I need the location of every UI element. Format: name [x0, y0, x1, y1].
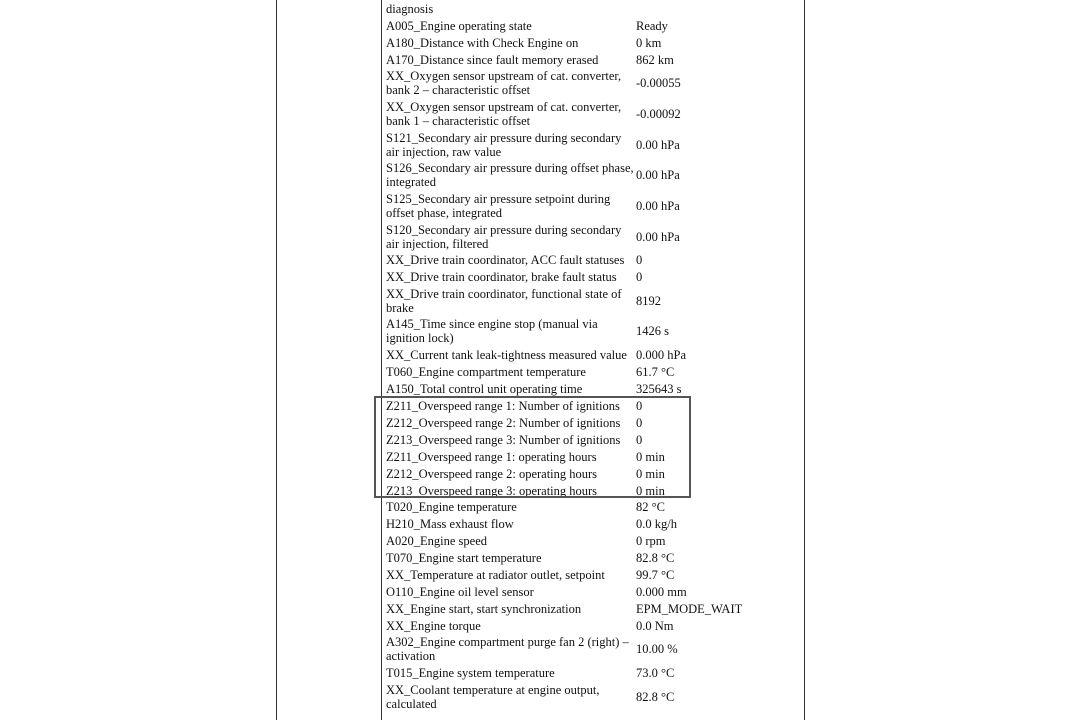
row-value: 0 min [636, 484, 665, 498]
row-value: 862 km [636, 53, 674, 67]
table-border-left [381, 0, 382, 720]
row-value: 73.0 °C [636, 666, 675, 680]
row-label: XX_Drive train coordinator, ACC fault statuses [386, 253, 625, 267]
row-value: 82.8 °C [636, 690, 675, 704]
row-label: XX_Coolant temperature at engine output, calculated [386, 683, 600, 711]
row-value: Ready [636, 19, 668, 33]
row-label: S125_Secondary air pressure setpoint during offset phase, integrated [386, 192, 611, 220]
row-label: XX_Oxygen sensor upstream of cat. converter, bank 2 – characteristic offset [386, 69, 622, 97]
row-value: 0.00 hPa [636, 230, 680, 244]
row-value: 0 rpm [636, 534, 666, 548]
row-value: -0.00092 [636, 107, 681, 121]
row-label: A170_Distance since fault memory erased [386, 53, 599, 67]
row-label: XX_Engine torque [386, 619, 481, 633]
row-value: 0 [636, 416, 643, 430]
row-value: 0 [636, 270, 643, 284]
row-label: XX_Drive train coordinator, functional state of brake [386, 287, 622, 315]
row-label: XX_Temperature at radiator outlet, setpoint [386, 568, 605, 582]
row-value: 0.000 mm [636, 585, 687, 599]
row-label: T015_Engine system temperature [386, 666, 555, 680]
row-label: S120_Secondary air pressure during secondary air injection, filtered [386, 223, 622, 251]
row-label: T060_Engine compartment temperature [386, 365, 586, 379]
row-label: Z211_Overspeed range 1: Number of ignitions [386, 399, 620, 413]
row-label: T070_Engine start temperature [386, 551, 542, 565]
row-label: Z212_Overspeed range 2: Number of ignitions [386, 416, 621, 430]
row-label: S121_Secondary air pressure during secondary air injection, raw value [386, 131, 622, 159]
row-label: Z213_Overspeed range 3: Number of ignitions [386, 433, 621, 447]
row-value: 0.00 hPa [636, 168, 680, 182]
row-value: 0 [636, 253, 643, 267]
row-label: A302_Engine compartment purge fan 2 (right) – activation [386, 635, 629, 663]
row-value: EPM_MODE_WAIT [636, 602, 743, 616]
row-label: XX_Engine start, start synchronization [386, 602, 582, 616]
row-label: Z211_Overspeed range 1: operating hours [386, 450, 597, 464]
row-value: 0 min [636, 450, 665, 464]
page-border-right [804, 0, 805, 720]
row-label: XX_Oxygen sensor upstream of cat. converter, bank 1 – characteristic offset [386, 100, 622, 128]
header-fragment: diagnosis [386, 2, 434, 16]
row-value: 99.7 °C [636, 568, 675, 582]
row-label: Z212_Overspeed range 2: operating hours [386, 467, 598, 481]
row-label: A180_Distance with Check Engine on [386, 36, 579, 50]
row-value: 0 min [636, 467, 665, 481]
row-label: XX_Current tank leak-tightness measured value [386, 348, 627, 362]
row-value: 82.8 °C [636, 551, 675, 565]
row-value: 0.000 hPa [636, 348, 686, 362]
row-value: 0 km [636, 36, 662, 50]
row-value: 10.00 % [636, 642, 678, 656]
row-value: 0 [636, 399, 643, 413]
row-value: 0.0 kg/h [636, 517, 677, 531]
row-value: 8192 [636, 294, 661, 308]
row-label: XX_Drive train coordinator, brake fault status [386, 270, 617, 284]
row-label: A145_Time since engine stop (manual via ignition lock) [386, 317, 598, 345]
row-value: 0 [636, 433, 643, 447]
row-value: 0.00 hPa [636, 138, 680, 152]
row-label: A150_Total control unit operating time [386, 382, 583, 396]
row-label: H210_Mass exhaust flow [386, 517, 514, 531]
row-value: 82 °C [636, 500, 665, 514]
row-value: 0.00 hPa [636, 199, 680, 213]
row-label: Z213_Overspeed range 3: operating hours [386, 484, 598, 498]
page-border-left [276, 0, 277, 720]
row-label: A020_Engine speed [386, 534, 488, 548]
row-value: 61.7 °C [636, 365, 675, 379]
row-value: -0.00055 [636, 76, 681, 90]
row-value: 325643 s [636, 382, 682, 396]
row-label: O110_Engine oil level sensor [386, 585, 534, 599]
row-label: A005_Engine operating state [386, 19, 532, 33]
row-label: S126_Secondary air pressure during offset phase, integrated [386, 161, 634, 189]
row-label: T020_Engine temperature [386, 500, 517, 514]
row-value: 0.0 Nm [636, 619, 674, 633]
row-value: 1426 s [636, 324, 669, 338]
